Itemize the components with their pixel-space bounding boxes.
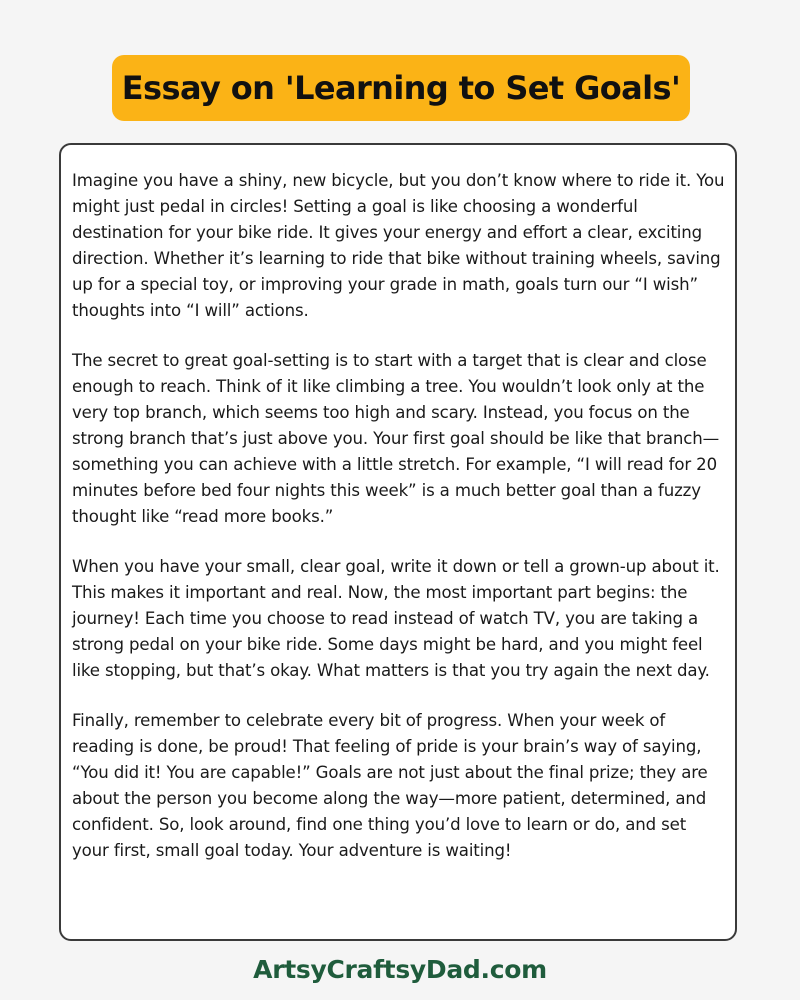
title-banner bbox=[112, 55, 690, 121]
essay-paragraph-2: The secret to great goal-setting is to start with a target that is clear and close enough to reach. Think of it like climbing a tree. You wouldn’t look only at the very top branch, which seems too high and scary. Instead, you focus on the strong branch that’s just above you. Your first goal should be like that branch—something you can achieve with a little stretch. For example, “I will read for 20 minutes before bed four nights this week” is a much better goal than a fuzzy thought like “read more books.” bbox=[72, 351, 720, 526]
page-title: Essay on 'Learning to Set Goals' bbox=[121, 69, 681, 107]
essay-paragraph-4: Finally, remember to celebrate every bit of progress. When your week of reading is done, be proud! That feeling of pride is your brain’s way of saying, “You did it! You are capable!” Goals are not just about the final prize; they are about the person you become along the way—more patient, determined, and confident. So, look around, find one thing you’d love to learn or do, and set your first, small goal today. Your adventure is waiting! bbox=[72, 711, 708, 860]
essay-paragraph-1: Imagine you have a shiny, new bicycle, but you don’t know where to ride it. You might just pedal in circles! Setting a goal is like choosing a wonderful destination for your bike ride. It gives your energy and effort a clear, exciting direction. Whether it’s learning to ride that bike without training wheels, saving up for a special toy, or improving your grade in math, goals turn our “I wish” thoughts into “I will” actions. bbox=[72, 171, 725, 320]
essay-card bbox=[59, 143, 737, 941]
footer-brand: ArtsyCraftsyDad.com bbox=[253, 955, 547, 984]
essay-paragraph-3: When you have your small, clear goal, write it down or tell a grown-up about it. This makes it important and real. Now, the most important part begins: the journey! Each time you choose to read instead of watch TV, you are taking a strong pedal on your bike ride. Some days might be hard, and you might feel like stopping, but that’s okay. What matters is that you try again the next day. bbox=[72, 557, 720, 680]
